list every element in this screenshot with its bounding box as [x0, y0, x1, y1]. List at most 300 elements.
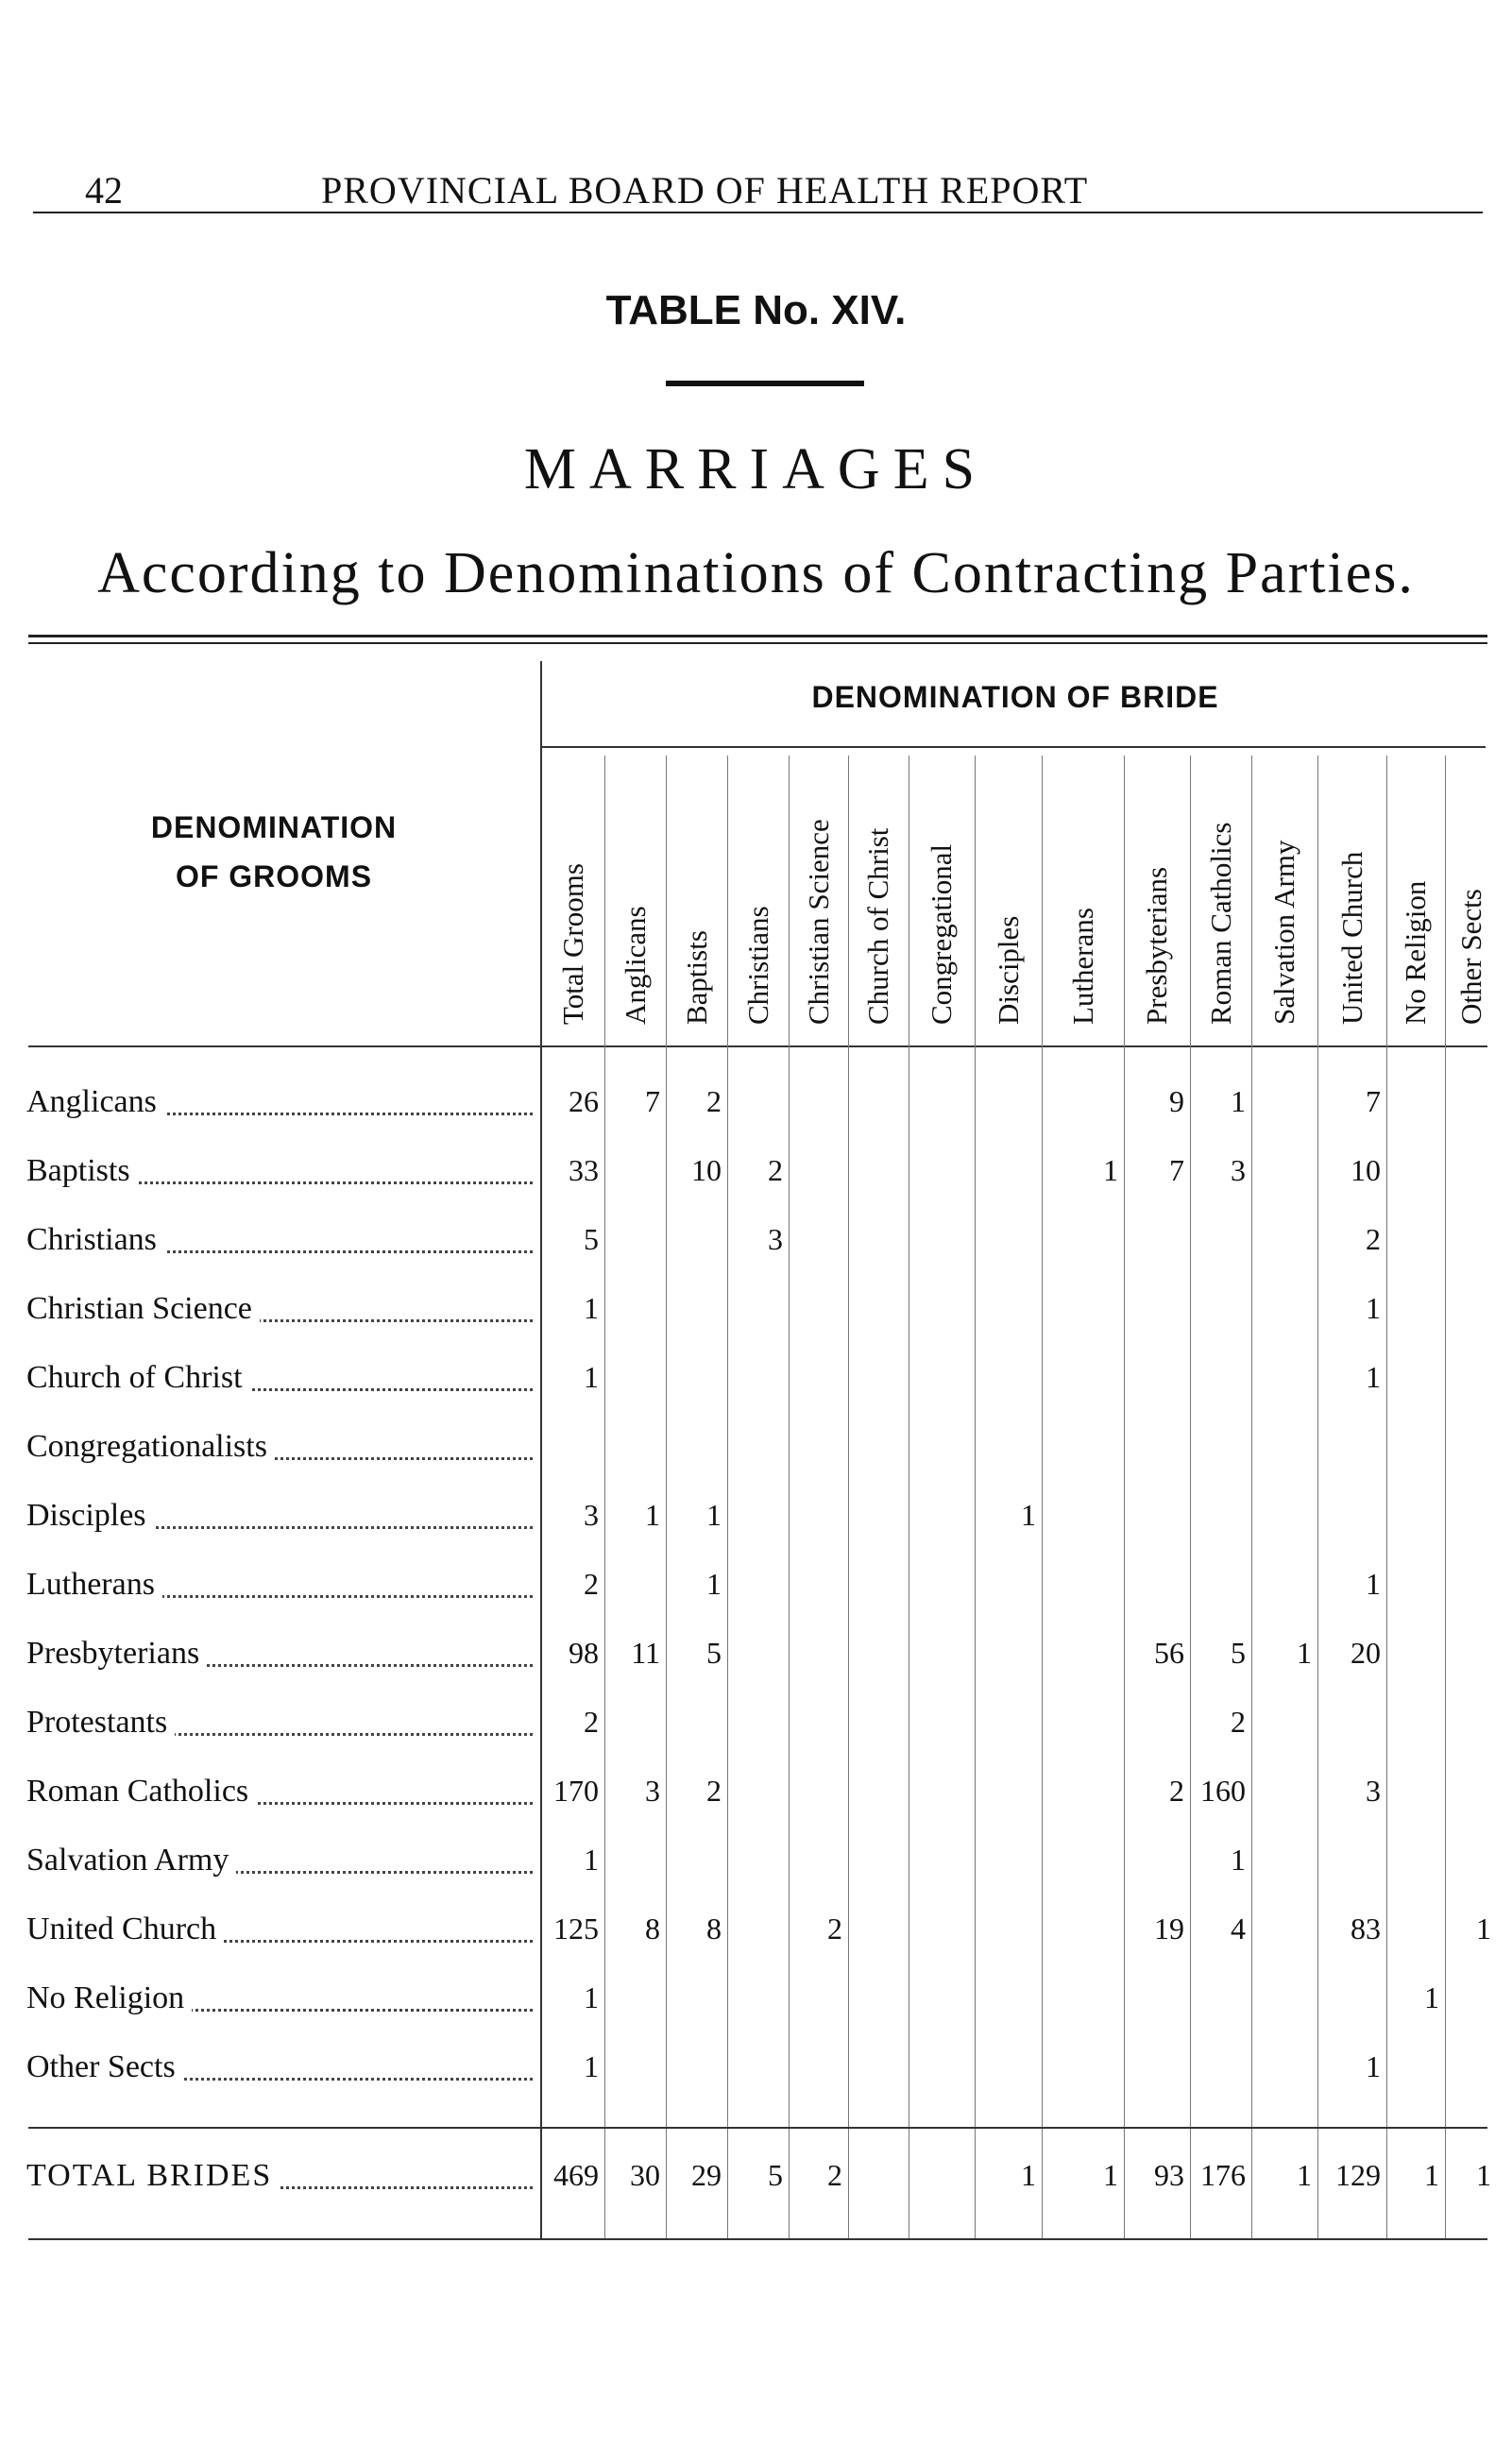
total-cell-other-sects: 1: [1476, 2158, 1491, 2192]
cell-anglicans: [604, 1429, 666, 1470]
cell-lutherans: [1042, 1705, 1124, 1746]
column-header-salvation-army: [1266, 840, 1322, 1081]
cell-united-church: 83: [1351, 1912, 1381, 1946]
column-header-label: Anglicans: [619, 906, 652, 1025]
cell-christian-science: [789, 1636, 848, 1677]
column-header-label: Church of Christ: [861, 827, 894, 1025]
cell-united-church: 2: [1366, 1222, 1381, 1256]
column-header-label: Congregational: [925, 843, 958, 1025]
column-header-congregational: [923, 843, 979, 1081]
cell-christians: [727, 1912, 789, 1953]
cell-disciples: [975, 1636, 1042, 1677]
cell-united-church: 1: [1366, 1360, 1381, 1394]
cell-church-of-christ: [848, 1360, 909, 1402]
cell-baptists: [666, 1980, 727, 2022]
row-label: [26, 1222, 538, 1264]
cell-lutherans: [1042, 1084, 1124, 1126]
cell-christians: [727, 1360, 789, 1402]
cell-church-of-christ: [848, 1980, 909, 2022]
running-head: [33, 168, 1483, 213]
total-cell-roman-catholics: 176: [1200, 2158, 1246, 2192]
cell-roman-catholics: [1190, 1498, 1251, 1539]
cell-salvation-army: [1251, 2049, 1317, 2091]
cell-presbyterians: [1124, 1567, 1190, 1608]
subtitle: According to Denominations of Contracting Parties.: [97, 541, 1415, 605]
column-header-church-of-christ: [859, 827, 916, 1081]
cell-other-sects: [1445, 1429, 1497, 1470]
row-label: [26, 1980, 538, 2022]
total-cell-christians: 5: [768, 2158, 783, 2192]
row-label: [26, 1705, 538, 1746]
total-cell-baptists: 29: [691, 2158, 722, 2192]
cell-total-grooms: [541, 1429, 604, 1470]
cell-disciples: [975, 2049, 1042, 2091]
cell-christian-science: [789, 2049, 848, 2091]
cell-roman-catholics: 1: [1231, 1843, 1246, 1877]
cell-congregational: [909, 1705, 975, 1746]
row-label: [26, 1429, 538, 1470]
column-header-label: Other Sects: [1454, 889, 1487, 1025]
column-header-label: Total Grooms: [556, 863, 589, 1025]
cell-presbyterians: [1124, 1429, 1190, 1470]
cell-no-religion: [1386, 1084, 1445, 1126]
column-header-label: Salvation Army: [1267, 840, 1300, 1025]
cell-other-sects: [1445, 1980, 1497, 2022]
cell-other-sects: [1445, 1567, 1497, 1608]
cell-disciples: [975, 1222, 1042, 1264]
cell-no-religion: [1386, 1774, 1445, 1815]
groom-heading-line2: OF GROOMS: [175, 859, 373, 893]
total-cell-no-religion: 1: [1424, 2158, 1439, 2192]
cell-salvation-army: 1: [1297, 1636, 1312, 1670]
cell-lutherans: [1042, 1498, 1124, 1539]
cell-no-religion: [1386, 1912, 1445, 1953]
cell-presbyterians: [1124, 1843, 1190, 1884]
column-header-united-church: [1334, 851, 1390, 1081]
column-header-roman-catholics: [1202, 822, 1259, 1081]
cell-disciples: [975, 1774, 1042, 1815]
cell-anglicans: [604, 2049, 666, 2091]
cell-christian-science: [789, 1498, 848, 1539]
bride-heading-rule: [541, 746, 1486, 748]
cell-christian-science: [789, 1153, 848, 1195]
cell-lutherans: [1042, 1912, 1124, 1953]
cell-church-of-christ: [848, 1774, 909, 1815]
column-header-presbyterians: [1138, 866, 1195, 1081]
cell-roman-catholics: [1190, 1291, 1251, 1333]
cell-united-church: 7: [1366, 1084, 1381, 1118]
column-header-anglicans: [617, 906, 673, 1081]
cell-united-church: 1: [1366, 2049, 1381, 2083]
row-label-text: Congregationalists: [26, 1429, 275, 1464]
cell-christians: 3: [768, 1222, 783, 1256]
cell-other-sects: [1445, 2049, 1497, 2091]
cell-roman-catholics: 160: [1200, 1774, 1246, 1808]
cell-salvation-army: [1251, 1084, 1317, 1126]
row-label-text: Baptists: [26, 1153, 138, 1188]
total-cell-united-church: 129: [1335, 2158, 1381, 2192]
row-label: [26, 1360, 538, 1402]
row-label: [26, 1567, 538, 1608]
cell-christians: [727, 1567, 789, 1608]
cell-roman-catholics: [1190, 2049, 1251, 2091]
row-label: [26, 1291, 538, 1333]
cell-christians: [727, 1429, 789, 1470]
cell-other-sects: [1445, 1222, 1497, 1264]
cell-lutherans: [1042, 1774, 1124, 1815]
cell-roman-catholics: [1190, 1222, 1251, 1264]
cell-other-sects: [1445, 1774, 1497, 1815]
cell-christians: [727, 1291, 789, 1333]
cell-no-religion: [1386, 1360, 1445, 1402]
row-label: [26, 1084, 538, 1126]
cell-christian-science: [789, 1567, 848, 1608]
cell-disciples: [975, 1912, 1042, 1953]
row-label-text: Disciples: [26, 1498, 154, 1533]
column-header-label: Disciples: [992, 915, 1025, 1025]
cell-disciples: [975, 1980, 1042, 2022]
cell-united-church: 3: [1366, 1774, 1381, 1808]
cell-no-religion: [1386, 1153, 1445, 1195]
cell-other-sects: [1445, 1153, 1497, 1195]
cell-christian-science: [789, 1429, 848, 1470]
cell-total-grooms: 2: [584, 1705, 599, 1739]
row-label-text: Roman Catholics: [26, 1774, 256, 1809]
cell-baptists: [666, 1429, 727, 1470]
row-label: [26, 2049, 538, 2091]
cell-christians: [727, 1498, 789, 1539]
cell-disciples: [975, 1429, 1042, 1470]
column-header-label: United Church: [1335, 851, 1368, 1025]
cell-other-sects: [1445, 1291, 1497, 1333]
cell-christians: [727, 1774, 789, 1815]
cell-congregational: [909, 1980, 975, 2022]
cell-salvation-army: [1251, 1912, 1317, 1953]
cell-no-religion: [1386, 1567, 1445, 1608]
cell-church-of-christ: [848, 1567, 909, 1608]
row-label-text: Salvation Army: [26, 1843, 236, 1878]
row-label: [26, 1843, 538, 1884]
cell-other-sects: [1445, 1636, 1497, 1677]
cell-disciples: [975, 1843, 1042, 1884]
row-label: [26, 1912, 538, 1953]
cell-baptists: [666, 1360, 727, 1402]
cell-no-religion: 1: [1424, 1980, 1439, 2014]
cell-anglicans: [604, 1843, 666, 1884]
cell-lutherans: [1042, 1429, 1124, 1470]
column-header-label: Christians: [741, 906, 774, 1025]
cell-other-sects: [1445, 1498, 1497, 1539]
cell-church-of-christ: [848, 1843, 909, 1884]
cell-congregational: [909, 1567, 975, 1608]
row-label-text: Church of Christ: [26, 1360, 250, 1395]
cell-baptists: [666, 2049, 727, 2091]
cell-congregational: [909, 1774, 975, 1815]
cell-disciples: [975, 1084, 1042, 1126]
cell-baptists: 2: [706, 1774, 722, 1808]
cell-salvation-army: [1251, 1567, 1317, 1608]
cell-anglicans: [604, 1567, 666, 1608]
cell-congregational: [909, 1360, 975, 1402]
row-label-text: Anglicans: [26, 1084, 164, 1119]
cell-roman-catholics: 4: [1231, 1912, 1246, 1946]
cell-lutherans: [1042, 1980, 1124, 2022]
cell-united-church: 10: [1351, 1153, 1381, 1187]
cell-salvation-army: [1251, 1774, 1317, 1815]
cell-congregational: [909, 1498, 975, 1539]
cell-church-of-christ: [848, 1429, 909, 1470]
cell-salvation-army: [1251, 1291, 1317, 1333]
cell-disciples: [975, 1567, 1042, 1608]
title-rule: [666, 381, 864, 386]
row-label: [26, 1153, 538, 1195]
cell-baptists: 1: [706, 1498, 722, 1532]
cell-congregational: [909, 2049, 975, 2091]
cell-christians: 2: [768, 1153, 783, 1187]
cell-church-of-christ: [848, 1705, 909, 1746]
total-cell-lutherans: 1: [1103, 2158, 1118, 2192]
cell-anglicans: [604, 1980, 666, 2022]
cell-no-religion: [1386, 1291, 1445, 1333]
cell-presbyterians: [1124, 1498, 1190, 1539]
cell-congregational: [909, 1222, 975, 1264]
cell-presbyterians: 56: [1154, 1636, 1184, 1670]
cell-total-grooms: 1: [584, 1980, 599, 2014]
column-header-other-sects: [1453, 889, 1509, 1081]
row-label-text: Christians: [26, 1222, 164, 1257]
cell-lutherans: [1042, 1222, 1124, 1264]
column-header-label: Lutherans: [1066, 908, 1099, 1025]
cell-other-sects: [1445, 1843, 1497, 1884]
cell-anglicans: [604, 1222, 666, 1264]
cell-baptists: 10: [691, 1153, 722, 1187]
cell-roman-catholics: 1: [1231, 1084, 1246, 1118]
cell-no-religion: [1386, 1636, 1445, 1677]
cell-lutherans: [1042, 1360, 1124, 1402]
cell-lutherans: [1042, 1291, 1124, 1333]
cell-lutherans: 1: [1103, 1153, 1118, 1187]
cell-total-grooms: 5: [584, 1222, 599, 1256]
cell-no-religion: [1386, 1705, 1445, 1746]
cell-roman-catholics: 2: [1231, 1705, 1246, 1739]
cell-united-church: 1: [1366, 1291, 1381, 1325]
cell-baptists: 5: [706, 1636, 722, 1670]
column-header-label: No Religion: [1399, 880, 1432, 1025]
cell-salvation-army: [1251, 1153, 1317, 1195]
column-header-lutherans: [1064, 908, 1121, 1081]
cell-presbyterians: [1124, 1222, 1190, 1264]
cell-lutherans: [1042, 1636, 1124, 1677]
cell-christians: [727, 1843, 789, 1884]
bride-heading: DENOMINATION OF BRIDE: [811, 680, 1219, 714]
cell-christian-science: [789, 1774, 848, 1815]
cell-roman-catholics: 3: [1231, 1153, 1246, 1187]
row-label-text: Christian Science: [26, 1291, 260, 1326]
cell-salvation-army: [1251, 1843, 1317, 1884]
cell-congregational: [909, 1636, 975, 1677]
row-label-text: United Church: [26, 1912, 224, 1946]
cell-salvation-army: [1251, 1222, 1317, 1264]
cell-no-religion: [1386, 2049, 1445, 2091]
cell-congregational: [909, 1084, 975, 1126]
totals-row-label: [26, 2158, 538, 2200]
cell-total-grooms: 1: [584, 1843, 599, 1877]
column-header-label: Presbyterians: [1140, 866, 1173, 1025]
top-rule-1: [28, 635, 1487, 637]
cell-lutherans: [1042, 1843, 1124, 1884]
cell-salvation-army: [1251, 1498, 1317, 1539]
cell-total-grooms: 1: [584, 2049, 599, 2083]
cell-presbyterians: [1124, 1360, 1190, 1402]
cell-christian-science: [789, 1705, 848, 1746]
cell-christians: [727, 1084, 789, 1126]
cell-presbyterians: [1124, 1291, 1190, 1333]
cell-church-of-christ: [848, 1498, 909, 1539]
cell-christian-science: 2: [827, 1912, 842, 1946]
cell-baptists: [666, 1843, 727, 1884]
cell-christian-science: [789, 1084, 848, 1126]
total-cell-christian-science: 2: [827, 2158, 842, 2192]
row-label-text: Protestants: [26, 1705, 175, 1740]
cell-anglicans: 8: [645, 1912, 660, 1946]
cell-anglicans: 7: [645, 1084, 660, 1118]
cell-presbyterians: 7: [1169, 1153, 1184, 1187]
cell-anglicans: [604, 1153, 666, 1195]
cell-lutherans: [1042, 1567, 1124, 1608]
cell-roman-catholics: [1190, 1567, 1251, 1608]
cell-baptists: 2: [706, 1084, 722, 1118]
cell-christian-science: [789, 1360, 848, 1402]
cell-baptists: [666, 1705, 727, 1746]
total-cell-church-of-christ: [848, 2158, 909, 2200]
cell-lutherans: [1042, 2049, 1124, 2091]
cell-no-religion: [1386, 1429, 1445, 1470]
cell-united-church: [1317, 1498, 1386, 1539]
row-label-text: TOTAL BRIDES: [26, 2158, 280, 2193]
cell-congregational: [909, 1843, 975, 1884]
cell-salvation-army: [1251, 1705, 1317, 1746]
cell-united-church: [1317, 1980, 1386, 2022]
column-header-label: Roman Catholics: [1204, 822, 1237, 1025]
top-rule-2: [28, 642, 1487, 644]
total-cell-presbyterians: 93: [1154, 2158, 1184, 2192]
column-header-label: Baptists: [680, 930, 713, 1025]
cell-no-religion: [1386, 1843, 1445, 1884]
cell-baptists: [666, 1222, 727, 1264]
cell-total-grooms: 33: [569, 1153, 599, 1187]
row-label-text: No Religion: [26, 1980, 192, 2015]
cell-christians: [727, 1705, 789, 1746]
cell-anglicans: [604, 1360, 666, 1402]
cell-church-of-christ: [848, 1084, 909, 1126]
main-title: MARRIAGES: [523, 437, 989, 501]
column-header-label: Christian Science: [802, 819, 835, 1025]
table-number: TABLE No. XIV.: [605, 287, 907, 333]
cell-anglicans: 11: [631, 1636, 660, 1670]
cell-presbyterians: 19: [1154, 1912, 1184, 1946]
cell-presbyterians: [1124, 2049, 1190, 2091]
cell-church-of-christ: [848, 1153, 909, 1195]
row-label: [26, 1636, 538, 1677]
column-header-total-grooms: [554, 863, 611, 1081]
cell-christians: [727, 1636, 789, 1677]
cell-anglicans: 3: [645, 1774, 660, 1808]
cell-roman-catholics: [1190, 1360, 1251, 1402]
cell-christian-science: [789, 1291, 848, 1333]
cell-baptists: 8: [706, 1912, 722, 1946]
cell-no-religion: [1386, 1498, 1445, 1539]
totals-rule: [28, 2127, 1487, 2129]
cell-salvation-army: [1251, 1360, 1317, 1402]
cell-presbyterians: [1124, 1705, 1190, 1746]
cell-presbyterians: [1124, 1980, 1190, 2022]
cell-church-of-christ: [848, 1291, 909, 1333]
cell-total-grooms: 98: [569, 1636, 599, 1670]
cell-other-sects: 1: [1476, 1912, 1491, 1946]
cell-christians: [727, 2049, 789, 2091]
cell-roman-catholics: [1190, 1980, 1251, 2022]
total-cell-disciples: 1: [1021, 2158, 1036, 2192]
total-cell-anglicans: 30: [630, 2158, 660, 2192]
cell-congregational: [909, 1912, 975, 1953]
cell-christian-science: [789, 1980, 848, 2022]
cell-baptists: [666, 1291, 727, 1333]
page-number: 42: [85, 169, 123, 212]
cell-united-church: [1317, 1429, 1386, 1470]
cell-church-of-christ: [848, 2049, 909, 2091]
column-header-disciples: [990, 915, 1046, 1081]
groom-heading-line1: DENOMINATION: [150, 810, 398, 844]
cell-other-sects: [1445, 1705, 1497, 1746]
running-title: PROVINCIAL BOARD OF HEALTH REPORT: [321, 169, 1089, 212]
row-label: [26, 1498, 538, 1539]
cell-disciples: [975, 1705, 1042, 1746]
row-label-text: Lutherans: [26, 1567, 162, 1602]
row-label-text: Other Sects: [26, 2049, 183, 2084]
cell-total-grooms: 1: [584, 1360, 599, 1394]
cell-total-grooms: 125: [553, 1912, 599, 1946]
cell-no-religion: [1386, 1222, 1445, 1264]
cell-total-grooms: 1: [584, 1291, 599, 1325]
cell-anglicans: 1: [645, 1498, 660, 1532]
cell-roman-catholics: 5: [1231, 1636, 1246, 1670]
cell-total-grooms: 170: [553, 1774, 599, 1808]
cell-christian-science: [789, 1222, 848, 1264]
cell-total-grooms: 3: [584, 1498, 599, 1532]
cell-congregational: [909, 1429, 975, 1470]
cell-anglicans: [604, 1705, 666, 1746]
bottom-rule: [28, 2238, 1487, 2240]
cell-church-of-christ: [848, 1636, 909, 1677]
cell-total-grooms: 2: [584, 1567, 599, 1601]
cell-total-grooms: 26: [569, 1084, 599, 1118]
cell-other-sects: [1445, 1360, 1497, 1402]
groom-heading: [28, 803, 519, 901]
row-label-text: Presbyterians: [26, 1636, 207, 1671]
cell-united-church: [1317, 1705, 1386, 1746]
total-cell-total-grooms: 469: [553, 2158, 599, 2192]
column-header-baptists: [678, 930, 735, 1081]
total-cell-congregational: [909, 2158, 975, 2200]
column-header-christians: [739, 906, 796, 1081]
cell-salvation-army: [1251, 1429, 1317, 1470]
cell-disciples: [975, 1360, 1042, 1402]
cell-baptists: 1: [706, 1567, 722, 1601]
row-label: [26, 1774, 538, 1815]
cell-disciples: 1: [1021, 1498, 1036, 1532]
cell-christian-science: [789, 1843, 848, 1884]
cell-church-of-christ: [848, 1912, 909, 1953]
